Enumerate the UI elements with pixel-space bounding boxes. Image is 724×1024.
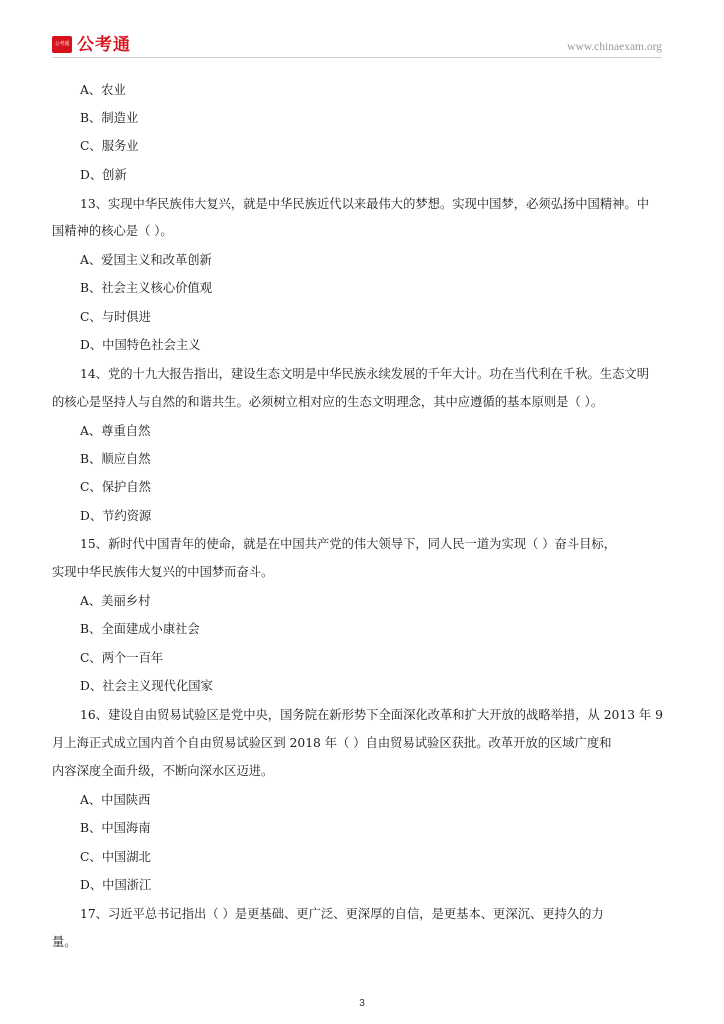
- logo-mark: 公考通: [52, 36, 72, 53]
- option-line: B、社会主义核心价值观: [80, 281, 213, 295]
- question-14-line-1: 14、党的十九大报告指出，建设生态文明是中华民族永续发展的千年大计。功在当代利在千秋。生态文明: [80, 367, 650, 381]
- option-line: D、创新: [80, 168, 127, 182]
- option-line: C、服务业: [80, 139, 139, 153]
- option-line: C、两个一百年: [80, 651, 164, 665]
- option-line: C、保护自然: [80, 480, 151, 494]
- option-line: A、美丽乡村: [80, 594, 151, 608]
- question-13-line-2: 国精神的核心是（ ）。: [52, 224, 173, 238]
- page-number: 3: [359, 998, 365, 1009]
- site-url: www.chinaexam.org: [567, 41, 662, 53]
- option-line: A、尊重自然: [80, 424, 151, 438]
- option-line: B、制造业: [80, 111, 139, 125]
- question-14-line-2: 的核心是坚持人与自然的和谐共生。必须树立相对应的生态文明理念，其中应遵循的基本原则是（ ）。: [52, 395, 604, 409]
- option-line: D、节约资源: [80, 509, 152, 523]
- option-line: B、全面建成小康社会: [80, 622, 200, 636]
- option-line: C、与时俱进: [80, 310, 151, 324]
- option-line: A、农业: [80, 83, 126, 97]
- option-line: B、中国海南: [80, 821, 151, 835]
- question-13-line-1: 13、实现中华民族伟大复兴，就是中华民族近代以来最伟大的梦想。实现中国梦，必须弘扬中国精神。中: [80, 197, 650, 211]
- question-17-line-2: 量。: [52, 935, 77, 949]
- question-16-line-3: 内容深度全面升级，不断向深水区迈进。: [52, 764, 274, 778]
- option-line: C、中国湖北: [80, 850, 151, 864]
- option-line: A、中国陕西: [80, 793, 151, 807]
- question-15-line-1: 15、新时代中国青年的使命，就是在中国共产党的伟大领导下，同人民一道为实现（ ）奋斗目标，: [80, 537, 617, 551]
- question-17-line-1: 17、习近平总书记指出（ ）是更基础、更广泛、更深厚的自信，是更基本、更深沉、更持久的力: [80, 907, 604, 921]
- option-line: B、顺应自然: [80, 452, 151, 466]
- option-line: A、爱国主义和改革创新: [80, 253, 212, 267]
- option-line: D、中国浙江: [80, 878, 152, 892]
- question-16-line-2: 月上海正式成立国内首个自由贸易试验区到 2018 年（ ）自由贸易试验区获批。改革开放的区域广度和: [52, 736, 612, 750]
- question-15-line-2: 实现中华民族伟大复兴的中国梦而奋斗。: [52, 565, 274, 579]
- header-divider: [52, 57, 662, 58]
- option-line: D、中国特色社会主义: [80, 338, 201, 352]
- page-header: [52, 33, 662, 57]
- question-16-line-1: 16、建设自由贸易试验区是党中央，国务院在新形势下全面深化改革和扩大开放的战略举措，从 2013 年 9: [80, 708, 663, 722]
- logo-text: 公考通: [77, 35, 131, 55]
- option-line: D、社会主义现代化国家: [80, 679, 213, 693]
